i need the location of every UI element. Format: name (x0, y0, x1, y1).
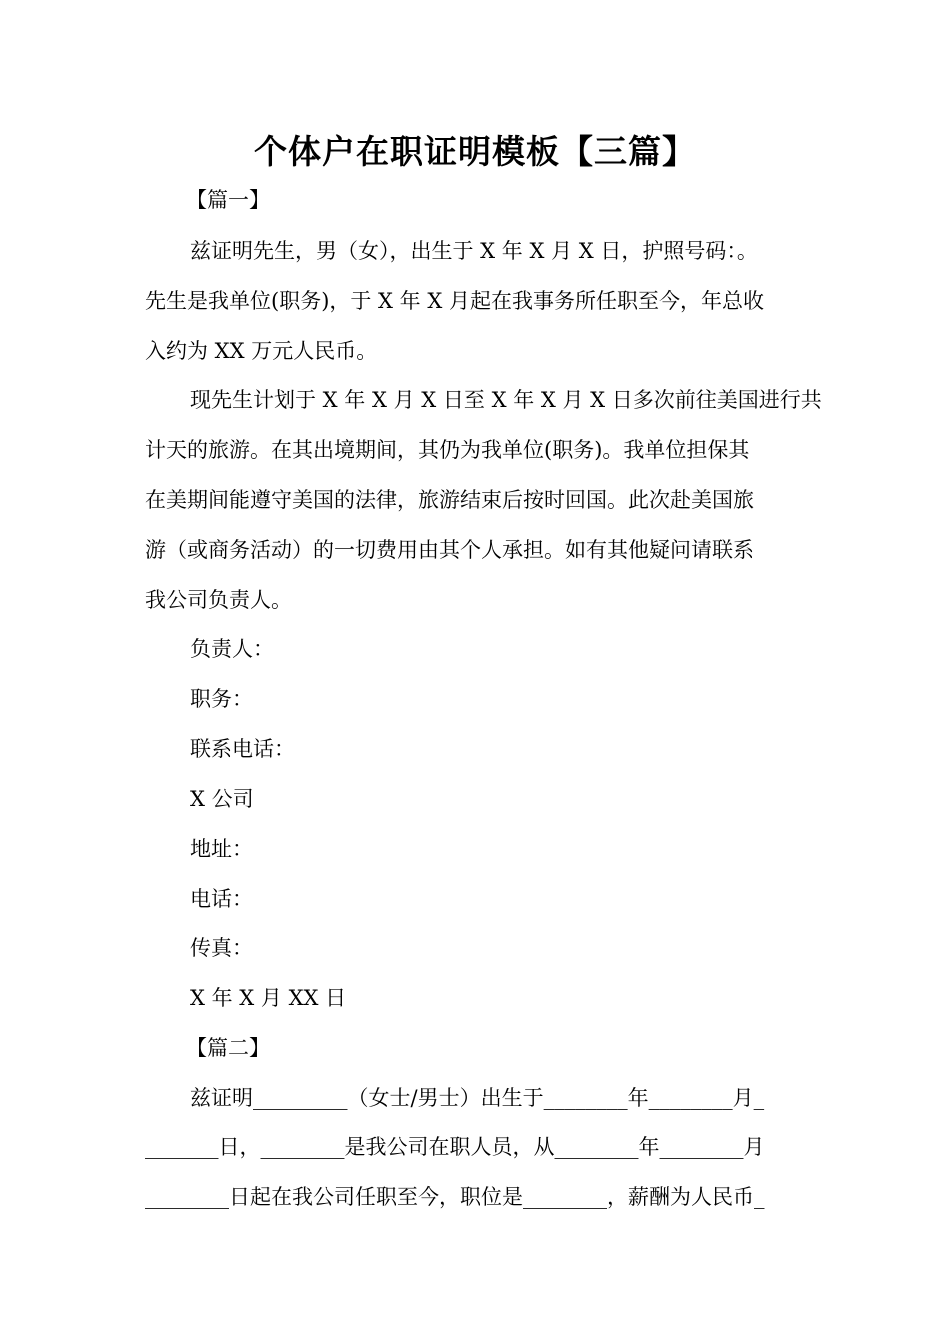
paragraph-line: 入约为 XX 万元人民币。 (145, 339, 378, 363)
paragraph-line: 兹证明_________（女士/男士）出生于________年________月_ (190, 1086, 765, 1110)
field-responsible-person: 负责人： (190, 637, 274, 661)
paragraph-line: ________日起在我公司任职至今，职位是________，薪酬为人民币_ (145, 1185, 765, 1209)
paragraph-line: 现先生计划于 X 年 X 月 X 日至 X 年 X 月 X 日多次前往美国进行共 (190, 388, 822, 412)
paragraph-line: 计天的旅游。在其出境期间，其仍为我单位(职务)。我单位担保其 (145, 438, 750, 462)
paragraph-line: 在美期间能遵守美国的法律，旅游结束后按时回国。此次赴美国旅 (145, 488, 754, 512)
section-heading-2: 【篇二】 (186, 1036, 270, 1060)
document-title: 个体户在职证明模板【三篇】 (254, 132, 696, 171)
paragraph-line: 兹证明先生，男（女），出生于 X 年 X 月 X 日，护照号码：。 (190, 239, 758, 263)
field-date: X 年 X 月 XX 日 (190, 986, 347, 1010)
field-fax: 传真： (190, 936, 253, 960)
paragraph-line: 先生是我单位(职务)，于 X 年 X 月起在我事务所任职至今，年总收 (145, 289, 764, 313)
section-heading-1: 【篇一】 (186, 188, 270, 212)
field-company: X 公司 (190, 787, 254, 811)
field-contact-phone: 联系电话： (190, 737, 295, 761)
paragraph-line: _______日，________是我公司在职人员，从________年________月 (145, 1135, 765, 1159)
field-position: 职务： (190, 687, 253, 711)
paragraph-line: 游（或商务活动）的一切费用由其个人承担。如有其他疑问请联系 (145, 538, 754, 562)
paragraph-line: 我公司负责人。 (145, 588, 292, 612)
field-address: 地址： (190, 837, 253, 861)
field-phone: 电话： (190, 887, 253, 911)
